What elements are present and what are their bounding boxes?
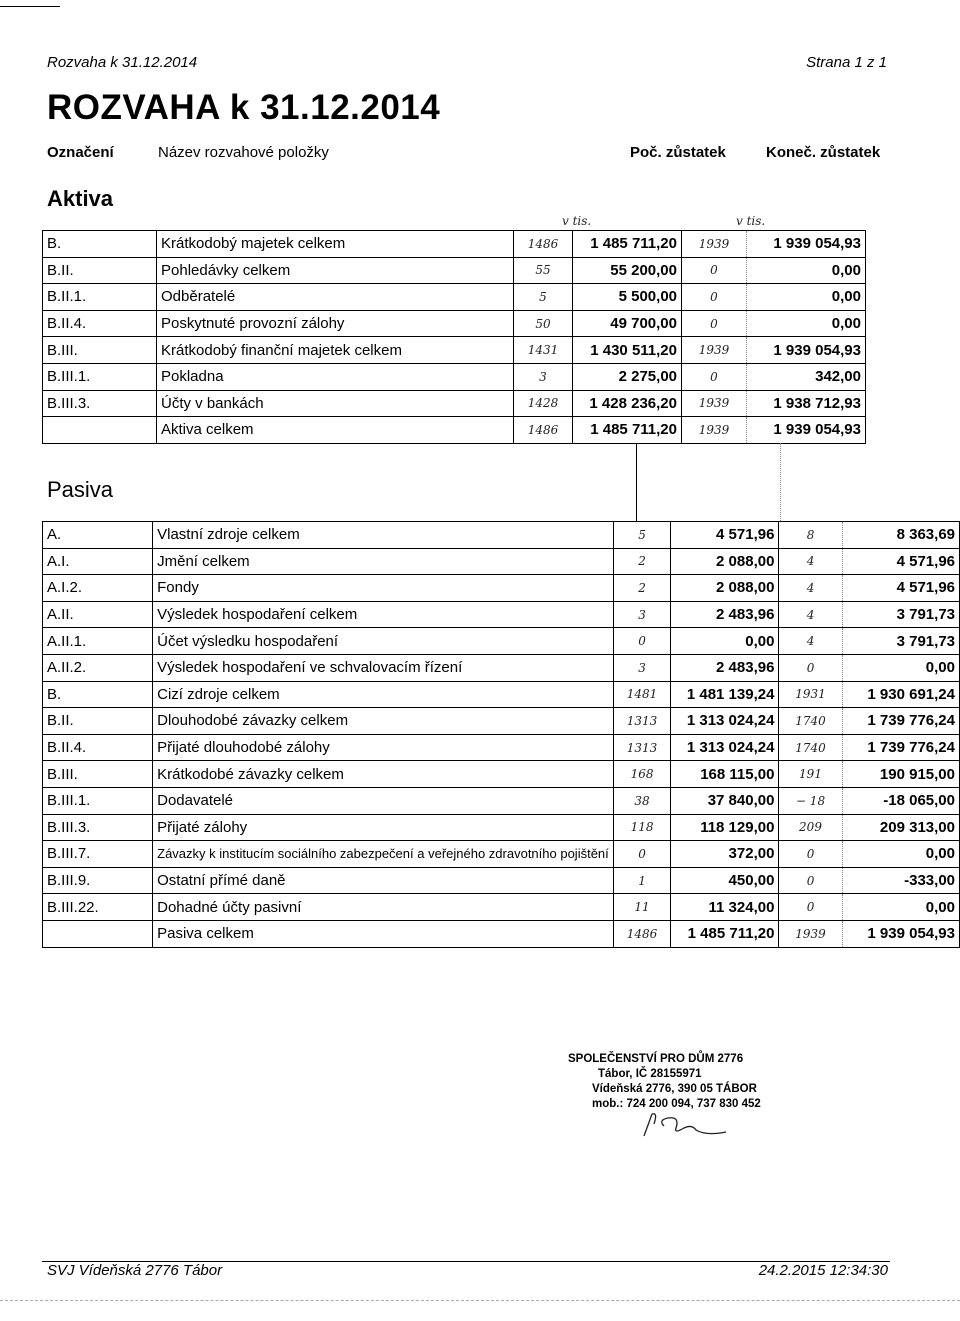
value-start: 4 571,96 xyxy=(671,522,779,549)
row-name: Účty v bankách xyxy=(157,390,514,417)
value-end: 8 363,69 xyxy=(842,522,959,549)
row-name: Výsledek hospodaření ve schvalovacím řízení xyxy=(153,654,614,681)
value-end: 342,00 xyxy=(747,363,866,390)
section-pasiva: Pasiva xyxy=(47,477,114,502)
value-end: 0,00 xyxy=(842,654,959,681)
value-end: -333,00 xyxy=(842,867,959,894)
handwritten-note-start: 38 xyxy=(613,787,671,814)
row-code: B.II. xyxy=(43,257,157,284)
value-end: 3 791,73 xyxy=(842,628,959,655)
handwritten-note-end: 4 xyxy=(779,548,842,575)
value-end: 1 739 776,24 xyxy=(842,708,959,735)
handwritten-note-start: 0 xyxy=(613,841,671,868)
value-start: 55 200,00 xyxy=(573,257,682,284)
table-row xyxy=(43,257,866,284)
row-name: Dohadné účty pasivní xyxy=(153,894,614,921)
table-row xyxy=(43,867,960,894)
row-name: Fondy xyxy=(153,575,614,602)
value-start: 1 313 024,24 xyxy=(671,708,779,735)
value-end: -18 065,00 xyxy=(842,787,959,814)
table-row xyxy=(43,310,866,337)
value-start: 1 313 024,24 xyxy=(671,734,779,761)
handwritten-note-start: 11 xyxy=(613,894,671,921)
row-name: Krátkodobý majetek celkem xyxy=(157,231,514,258)
row-code: B.III.22. xyxy=(43,894,153,921)
row-name: Dodavatelé xyxy=(153,787,614,814)
organization-stamp xyxy=(568,1052,798,1112)
page-indicator: Strana 1 z 1 xyxy=(806,54,887,71)
handwritten-note-start: 1486 xyxy=(514,231,573,258)
row-code: B.III. xyxy=(43,761,153,788)
value-end: 3 791,73 xyxy=(842,601,959,628)
handwritten-note-end: 4 xyxy=(779,628,842,655)
footer-left: SVJ Vídeňská 2776 Tábor xyxy=(47,1262,223,1279)
stamp-line-1: SPOLEČENSTVÍ PRO DŮM 2776 xyxy=(568,1053,744,1065)
row-code: A.I.2. xyxy=(43,575,153,602)
value-start: 2 088,00 xyxy=(671,575,779,602)
handwritten-note-end: 1740 xyxy=(779,734,842,761)
handwritten-note-start: 3 xyxy=(514,363,573,390)
table-row xyxy=(43,734,960,761)
top-rule xyxy=(0,6,60,7)
value-end: 0,00 xyxy=(842,841,959,868)
table-row xyxy=(43,231,866,258)
row-name: Přijaté zálohy xyxy=(153,814,614,841)
header-left: Rozvaha k 31.12.2014 xyxy=(47,54,198,71)
row-code: B.II.4. xyxy=(43,310,157,337)
row-name: Poskytnuté provozní zálohy xyxy=(157,310,514,337)
row-code: B.III.7. xyxy=(43,841,153,868)
row-name: Pokladna xyxy=(157,363,514,390)
value-start: 1 485 711,20 xyxy=(671,920,779,947)
handwritten-note-start: 3 xyxy=(613,654,671,681)
handwritten-note-end: 8 xyxy=(779,522,842,549)
table-row xyxy=(43,681,960,708)
value-start: 1 428 236,20 xyxy=(573,390,682,417)
handwritten-note-end: 1939 xyxy=(682,337,747,364)
handwritten-note-end: 4 xyxy=(779,601,842,628)
handwritten-note-end: 1931 xyxy=(779,681,842,708)
handwritten-note-end: 0 xyxy=(779,654,842,681)
row-name: Ostatní přímé daně xyxy=(153,867,614,894)
table-row xyxy=(43,920,960,947)
handwritten-note-start: 2 xyxy=(613,575,671,602)
row-code xyxy=(43,920,153,947)
handwritten-note-end: 1939 xyxy=(682,390,747,417)
row-code: A.I. xyxy=(43,548,153,575)
row-code: B.II.4. xyxy=(43,734,153,761)
table-row xyxy=(43,654,960,681)
value-end: 0,00 xyxy=(842,894,959,921)
handwritten-note-end: 1939 xyxy=(682,417,747,444)
row-code: A.II.2. xyxy=(43,654,153,681)
table-row xyxy=(43,628,960,655)
row-code: B.III.3. xyxy=(43,814,153,841)
row-code: A. xyxy=(43,522,153,549)
handwritten-note-start: 168 xyxy=(613,761,671,788)
table-row xyxy=(43,841,960,868)
handwritten-note-start: 55 xyxy=(514,257,573,284)
value-start: 1 430 511,20 xyxy=(573,337,682,364)
row-code: B.III.9. xyxy=(43,867,153,894)
value-start: 1 485 711,20 xyxy=(573,231,682,258)
table-row xyxy=(43,814,960,841)
table-row xyxy=(43,363,866,390)
row-name: Pohledávky celkem xyxy=(157,257,514,284)
col-head-code: Označení xyxy=(47,144,114,161)
row-code: A.II. xyxy=(43,601,153,628)
value-start: 2 275,00 xyxy=(573,363,682,390)
table-row xyxy=(43,894,960,921)
value-end: 0,00 xyxy=(747,284,866,311)
value-end: 1 938 712,93 xyxy=(747,390,866,417)
section-aktiva: Aktiva xyxy=(47,186,114,211)
handwritten-note-start: 0 xyxy=(613,628,671,655)
row-name: Aktiva celkem xyxy=(157,417,514,444)
value-start: 168 115,00 xyxy=(671,761,779,788)
handwritten-note-start: 1486 xyxy=(613,920,671,947)
handwritten-note-end: 0 xyxy=(779,867,842,894)
handwritten-note-start: 50 xyxy=(514,310,573,337)
table-row xyxy=(43,708,960,735)
row-code: B.III. xyxy=(43,337,157,364)
row-name: Přijaté dlouhodobé zálohy xyxy=(153,734,614,761)
aktiva-table xyxy=(42,230,866,444)
value-start: 2 483,96 xyxy=(671,601,779,628)
table-row xyxy=(43,390,866,417)
value-end: 1 939 054,93 xyxy=(747,417,866,444)
handwritten-note-end: 1740 xyxy=(779,708,842,735)
row-name: Krátkodobý finanční majetek celkem xyxy=(157,337,514,364)
value-end: 4 571,96 xyxy=(842,548,959,575)
row-name: Jmění celkem xyxy=(153,548,614,575)
handwritten-note-start: 1428 xyxy=(514,390,573,417)
handwritten-note-start: 1431 xyxy=(514,337,573,364)
value-end: 1 939 054,93 xyxy=(747,231,866,258)
row-code: A.II.1. xyxy=(43,628,153,655)
row-code: B.II. xyxy=(43,708,153,735)
col-head-end: Koneč. zůstatek xyxy=(766,144,881,161)
handwritten-note-end: 191 xyxy=(779,761,842,788)
value-start: 0,00 xyxy=(671,628,779,655)
row-name: Pasiva celkem xyxy=(153,920,614,947)
handwritten-note-end: 0 xyxy=(682,284,747,311)
handwritten-note-end: 0 xyxy=(779,894,842,921)
handwritten-note-start: 1481 xyxy=(613,681,671,708)
handwritten-note-start: 1 xyxy=(613,867,671,894)
row-name: Odběratelé xyxy=(157,284,514,311)
handwritten-note-start: 5 xyxy=(514,284,573,311)
value-start: 1 481 139,24 xyxy=(671,681,779,708)
handwritten-note-end: 1939 xyxy=(682,231,747,258)
row-name: Dlouhodobé závazky celkem xyxy=(153,708,614,735)
footer-timestamp: 24.2.2015 12:34:30 xyxy=(758,1262,888,1279)
value-start: 2 088,00 xyxy=(671,548,779,575)
handwritten-note-end: 209 xyxy=(779,814,842,841)
row-code: B.III.1. xyxy=(43,787,153,814)
handwritten-note-start: 5 xyxy=(613,522,671,549)
row-name: Krátkodobé závazky celkem xyxy=(153,761,614,788)
handwritten-note-end: 0 xyxy=(682,310,747,337)
value-start: 5 500,00 xyxy=(573,284,682,311)
value-start: 11 324,00 xyxy=(671,894,779,921)
table-row xyxy=(43,284,866,311)
handwritten-note-end: 1939 xyxy=(779,920,842,947)
value-end: 1 939 054,93 xyxy=(747,337,866,364)
table-row xyxy=(43,337,866,364)
handwritten-note-start: 3 xyxy=(613,601,671,628)
handwritten-note-start: 1313 xyxy=(613,734,671,761)
value-start: 118 129,00 xyxy=(671,814,779,841)
stamp-line-4: mob.: 724 200 094, 737 830 452 xyxy=(592,1098,761,1110)
row-name: Výsledek hospodaření celkem xyxy=(153,601,614,628)
table-row xyxy=(43,548,960,575)
value-end: 0,00 xyxy=(747,310,866,337)
table-row xyxy=(43,601,960,628)
unit-note-start: v tis. xyxy=(562,214,592,228)
handwritten-note-start: 1486 xyxy=(514,417,573,444)
value-start: 2 483,96 xyxy=(671,654,779,681)
table-row xyxy=(43,787,960,814)
handwritten-signature xyxy=(636,1106,756,1147)
handwritten-note-end: 0 xyxy=(779,841,842,868)
table-row xyxy=(43,522,960,549)
row-name: Cizí zdroje celkem xyxy=(153,681,614,708)
unit-note-end: v tis. xyxy=(736,214,766,228)
value-end: 1 930 691,24 xyxy=(842,681,959,708)
table-row xyxy=(43,575,960,602)
row-name: Vlastní zdroje celkem xyxy=(153,522,614,549)
table-row xyxy=(43,761,960,788)
row-name: Účet výsledku hospodaření xyxy=(153,628,614,655)
value-end: 190 915,00 xyxy=(842,761,959,788)
row-code xyxy=(43,417,157,444)
value-end: 1 739 776,24 xyxy=(842,734,959,761)
col-head-name: Název rozvahové položky xyxy=(158,144,329,161)
row-name: Závazky k institucím sociálního zabezpečení a veřejného zdravotního pojištění xyxy=(153,841,614,868)
handwritten-note-start: 1313 xyxy=(613,708,671,735)
handwritten-note-start: 118 xyxy=(613,814,671,841)
row-code: B.III.3. xyxy=(43,390,157,417)
handwritten-note-end: 0 xyxy=(682,257,747,284)
value-end: 0,00 xyxy=(747,257,866,284)
handwritten-note-end: 0 xyxy=(682,363,747,390)
value-start: 37 840,00 xyxy=(671,787,779,814)
col-head-start: Poč. zůstatek xyxy=(630,144,726,161)
value-start: 49 700,00 xyxy=(573,310,682,337)
stamp-line-2: Tábor, IČ 28155971 xyxy=(598,1068,702,1080)
table-row xyxy=(43,417,866,444)
handwritten-note-end: − 18 xyxy=(779,787,842,814)
page-title: ROZVAHA k 31.12.2014 xyxy=(47,88,441,127)
value-start: 1 485 711,20 xyxy=(573,417,682,444)
pasiva-table xyxy=(42,521,960,948)
value-start: 372,00 xyxy=(671,841,779,868)
value-end: 209 313,00 xyxy=(842,814,959,841)
bottom-dashed-rule xyxy=(0,1300,960,1302)
value-end: 1 939 054,93 xyxy=(842,920,959,947)
row-code: B.III.1. xyxy=(43,363,157,390)
handwritten-note-start: 2 xyxy=(613,548,671,575)
row-code: B. xyxy=(43,681,153,708)
row-code: B. xyxy=(43,231,157,258)
handwritten-note-end: 4 xyxy=(779,575,842,602)
row-code: B.II.1. xyxy=(43,284,157,311)
value-end: 4 571,96 xyxy=(842,575,959,602)
stamp-line-3: Vídeňská 2776, 390 05 TÁBOR xyxy=(592,1083,757,1095)
value-start: 450,00 xyxy=(671,867,779,894)
